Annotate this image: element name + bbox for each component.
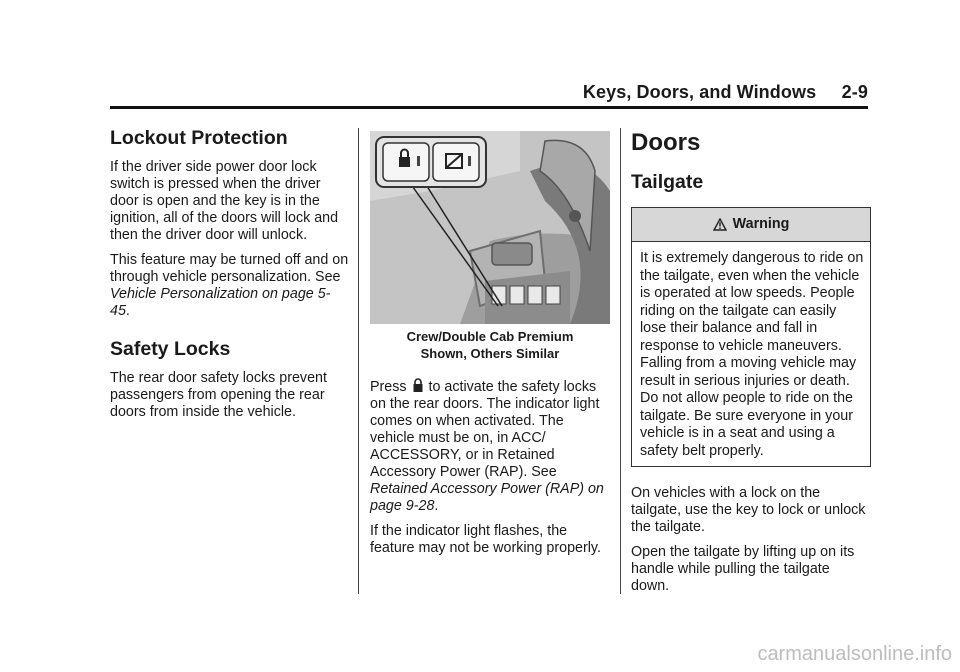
press-end: . [434,498,439,514]
tailgate-heading: Tailgate [631,171,704,193]
vehicle-personalization-link[interactable]: Vehicle Personalization on page 5-45 [110,286,331,319]
child-lock-icon [412,378,424,393]
running-header-title: Keys, Doors, and Windows 2-9 [582,82,868,102]
column-2 [370,131,610,565]
column-divider-left [358,128,359,594]
press-after: to activate the safety locks on the rear doors. The indicator light comes on when activated. The vehicle must be on, in ACC/ ACCESSORY, or in Retained Accessory Power (RAP). See [370,379,600,480]
lockout-paragraph-1: If the driver side power door lock switch is pressed when the driver door is open and the key is in the ignition, all of the doors will lock and then the driver door will unlock. [110,159,339,243]
indicator-flash-paragraph: If the indicator light flashes, the feature may not be working properly. [370,523,601,556]
column-divider-right [620,128,621,594]
safety-locks-heading: Safety Locks [110,338,231,360]
figure-caption [370,328,610,362]
warning-label: Warning [732,216,790,232]
press-paragraph [370,378,610,515]
tailgate-paragraph-2: Open the tailgate by lifting up on its handle while pulling the tailgate down. [631,544,855,594]
press-before: Press [370,379,411,395]
safety-locks-paragraph: The rear door safety locks prevent passengers from opening the rear doors from inside the vehicle. [110,370,327,420]
door-panel-illustration [370,131,610,324]
header-rule [110,106,868,109]
warning-text: It is extremely dangerous to ride on the tailgate, even when the vehicle is operated at low speeds. People riding on the tailgate can easily lose their balance and fall in response to vehicle maneuvers. Falling from a moving vehicle may result in serious injuries or death. Do not allow people to ride on the tailgate. Be sure everyone in your vehicle is in a seat and using a safety belt properly. [640,250,864,459]
lockout-paragraph-2 [110,252,350,320]
warning-box [631,207,871,467]
page-header [110,78,868,106]
lockout-p2-end: . [125,303,130,319]
warning-header [632,208,870,242]
retained-accessory-power-link[interactable]: Retained Accessory Power (RAP) on page 9-28 [370,481,604,514]
doors-heading: Doors [631,129,701,156]
tailgate-paragraph-1: On vehicles with a lock on the tailgate, use the key to lock or unlock the tailgate. [631,485,866,535]
caption-line-2: Shown, Others Similar [420,346,560,361]
watermark: carmanualsonline.info [757,643,952,665]
warning-triangle-icon [713,218,727,231]
column-3 [631,127,871,603]
column-1 [110,127,350,429]
caption-line-1: Crew/Double Cab Premium [406,329,574,344]
lockout-p2-text: This feature may be turned off and on through vehicle personalization. See [110,252,349,285]
door-switch-figure [370,131,610,324]
lockout-protection-heading: Lockout Protection [110,127,288,149]
